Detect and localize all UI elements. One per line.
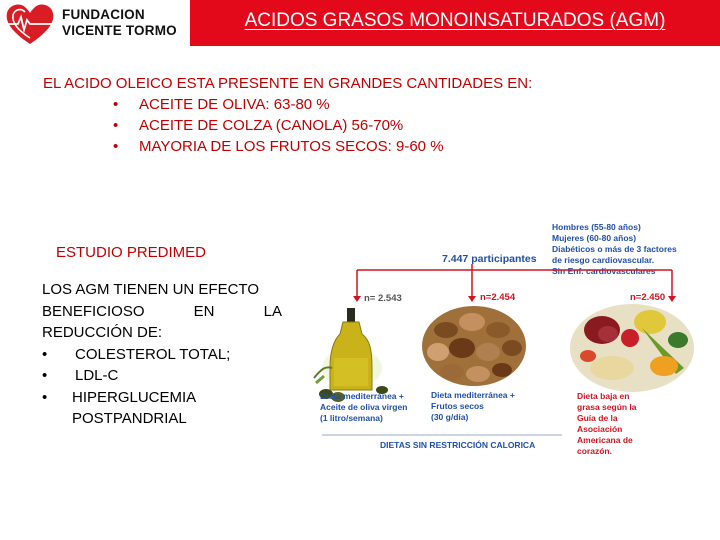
- participants-label: 7.447 participantes: [442, 253, 537, 265]
- effect-line: REDUCCIÓN DE:: [42, 324, 163, 341]
- diet-footer: DIETAS SIN RESTRICCIÓN CALORICA: [380, 440, 536, 450]
- vegetables-image: [570, 304, 694, 392]
- group-desc-line: Aceite de oliva virgen: [320, 402, 408, 412]
- group-desc-line: grasa según la: [577, 402, 637, 412]
- intro-bullet: • ACEITE DE OLIVA: 63-80 %: [113, 96, 330, 113]
- criteria-line: Diabéticos o más de 3 factores: [552, 244, 677, 254]
- intro-bullet-text: MAYORIA DE LOS FRUTOS SECOS: 9-60 %: [139, 138, 444, 155]
- group-desc-line: Dieta baja en: [577, 391, 630, 401]
- group-desc-line: Americana de: [577, 435, 633, 445]
- criteria-line: Hombres (55-80 años): [552, 222, 641, 232]
- group-n-label: n=2.454: [480, 292, 516, 303]
- group-desc-line: Dieta mediterránea +: [431, 390, 515, 400]
- slide-title: ACIDOS GRASOS MONOINSATURADOS (AGM): [244, 10, 666, 31]
- effect-line: LOS AGM TIENEN UN EFECTO: [42, 281, 259, 298]
- arrow-head-icon: [468, 296, 476, 302]
- group-desc-line: Guía de la: [577, 413, 618, 423]
- effect-bullet-text: HIPERGLUCEMIA POSTPANDRIAL: [72, 388, 196, 427]
- effect-word: LA: [263, 302, 282, 320]
- intro-bullet-text: ACEITE DE COLZA (CANOLA) 56-70%: [139, 117, 404, 134]
- arrow-head-icon: [353, 296, 361, 302]
- group-n-label: n=2.450: [630, 292, 666, 303]
- group-desc-line: (30 g/día): [431, 412, 469, 422]
- criteria-line: Mujeres (60-80 años): [552, 233, 637, 243]
- group-desc-line: corazón.: [577, 446, 612, 456]
- effect-bullet: • LDL-C: [42, 365, 282, 387]
- group-desc-line: Dieta mediterránea +: [320, 391, 404, 401]
- olive-oil-image: [314, 308, 388, 402]
- criteria-line: Sin Enf. cardiovasculares: [552, 266, 656, 276]
- heart-logo-icon: [4, 2, 56, 46]
- effect-text: [42, 279, 282, 430]
- group-n-label: n= 2.543: [364, 293, 402, 304]
- effect-bullet: • HIPERGLUCEMIA POSTPANDRIAL: [42, 387, 282, 430]
- effect-bullet: • COLESTEROL TOTAL;: [42, 344, 282, 366]
- logo-line1: FUNDACION: [62, 7, 145, 22]
- intro-bullet: • ACEITE DE COLZA (CANOLA) 56-70%: [113, 117, 404, 134]
- group-desc-line: Frutos secos: [431, 401, 484, 411]
- criteria-line: de riesgo cardiovascular.: [552, 255, 655, 265]
- effect-bullet-text: LDL-C: [75, 367, 119, 384]
- effect-word: BENEFICIOSO: [42, 302, 145, 320]
- intro-section: [43, 75, 532, 155]
- intro-bullet: • MAYORIA DE LOS FRUTOS SECOS: 9-60 %: [113, 138, 444, 155]
- nuts-image: [422, 306, 526, 386]
- group-desc-line: Asociación: [577, 424, 623, 434]
- arrow-head-icon: [668, 296, 676, 302]
- predimed-diagram: [312, 218, 717, 468]
- effect-line: [42, 301, 282, 323]
- logo-line2: VICENTE TORMO: [62, 23, 177, 38]
- intro-heading: EL ACIDO OLEICO ESTA PRESENTE EN GRANDES CANTIDADES EN:: [43, 75, 533, 92]
- study-title: ESTUDIO PREDIMED: [56, 244, 207, 261]
- effect-word: EN: [193, 302, 215, 320]
- effect-bullet-text: COLESTEROL TOTAL;: [75, 345, 231, 363]
- group-desc-line: (1 litro/semana): [320, 413, 383, 423]
- intro-bullet-text: ACEITE DE OLIVA: 63-80 %: [139, 96, 330, 113]
